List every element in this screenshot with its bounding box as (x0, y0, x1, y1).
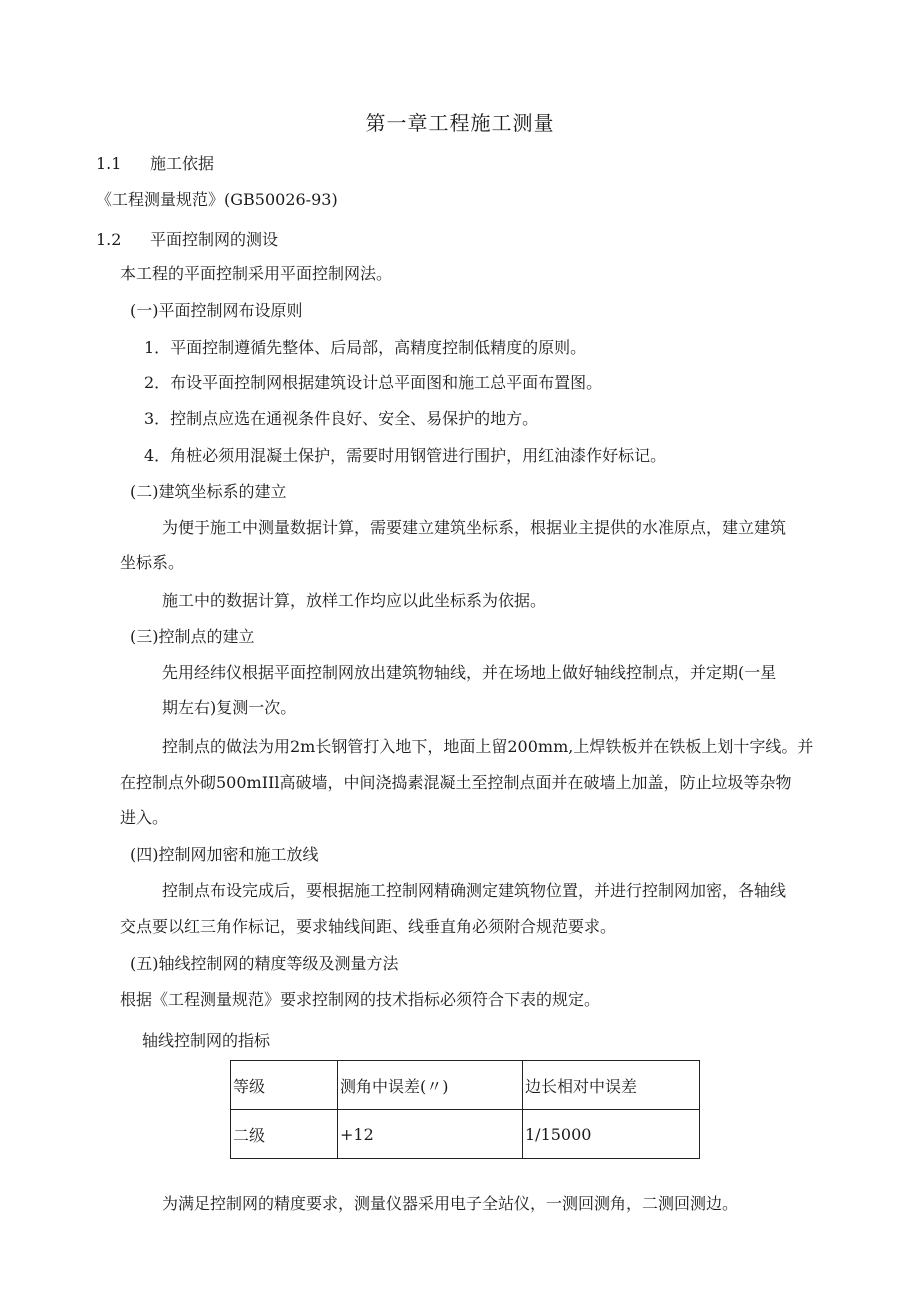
table-row (231, 1110, 700, 1159)
table-header-row (231, 1061, 700, 1110)
subheading-3: (三)控制点的建立 (130, 627, 255, 646)
section-1-1-heading (96, 153, 214, 175)
section-1-2-heading (96, 229, 278, 251)
table-caption: 轴线控制网的指标 (142, 1031, 271, 1050)
table-header-cell: 测角中误差(〃) (338, 1061, 523, 1110)
paragraph-line: 坐标系。 (120, 553, 185, 572)
paragraph-line: 在控制点外砌500mIIl高破墙，中间浇捣素混凝土至控制点面并在破墙上加盖，防止垃圾等杂物 (120, 773, 792, 792)
table-header-cell: 边长相对中误差 (523, 1061, 700, 1110)
list-item: 3．控制点应选在通视条件良好、安全、易保护的地方。 (144, 409, 539, 428)
paragraph-line: 根据《工程测量规范》要求控制网的技术指标必须符合下表的规定。 (120, 990, 601, 1009)
section-title: 平面控制网的测设 (150, 230, 279, 249)
paragraph-line: 先用经纬仪根据平面控制网放出建筑物轴线，并在场地上做好轴线控制点，并定期(一星 (162, 663, 777, 682)
control-network-spec-table (230, 1060, 700, 1159)
paragraph-line: 控制点布设完成后，要根据施工控制网精确测定建筑物位置，并进行控制网加密，各轴线 (162, 881, 787, 900)
reference-standard: 《工程测量规范》(GB50026-93) (96, 190, 338, 209)
section-number: 1.2 (96, 230, 122, 249)
paragraph-line: 进入。 (120, 808, 169, 827)
section-number: 1.1 (96, 154, 122, 173)
subheading-5: (五)轴线控制网的精度等级及测量方法 (130, 954, 399, 973)
intro-paragraph: 本工程的平面控制采用平面控制网法。 (120, 264, 393, 283)
chapter-title: 第一章工程施工测量 (365, 111, 555, 135)
table-cell: 二级 (231, 1110, 338, 1159)
paragraph-line: 施工中的数据计算，放样工作均应以此坐标系为依据。 (162, 591, 547, 610)
paragraph-line: 交点要以红三角作标记，要求轴线间距、线垂直角必须附合规范要求。 (120, 917, 617, 936)
section-title: 施工依据 (150, 154, 215, 173)
subheading-1: (一)平面控制网布设原则 (130, 301, 303, 320)
list-item: 1．平面控制遵循先整体、后局部，高精度控制低精度的原则。 (144, 338, 587, 357)
paragraph-line: 期左右)复测一次。 (162, 698, 297, 717)
subheading-2: (二)建筑坐标系的建立 (130, 482, 287, 501)
list-item: 2．布设平面控制网根据建筑设计总平面图和施工总平面布置图。 (144, 373, 603, 392)
subheading-4: (四)控制网加密和施工放线 (130, 845, 319, 864)
table-cell: +12 (338, 1110, 523, 1159)
list-item: 4．角桩必须用混凝土保护，需要时用钢管进行围护，用红油漆作好标记。 (144, 446, 667, 465)
paragraph-line: 为便于施工中测量数据计算，需要建立建筑坐标系，根据业主提供的水准原点，建立建筑 (162, 518, 787, 537)
table-header-cell: 等级 (231, 1061, 338, 1110)
table-cell: 1/15000 (523, 1110, 700, 1159)
closing-paragraph: 为满足控制网的精度要求，测量仪器采用电子全站仪，一测回测角，二测回测边。 (162, 1194, 739, 1213)
paragraph-line: 控制点的做法为用2m长钢管打入地下，地面上留200mm,上焊铁板并在铁板上划十字线。并 (162, 737, 814, 756)
